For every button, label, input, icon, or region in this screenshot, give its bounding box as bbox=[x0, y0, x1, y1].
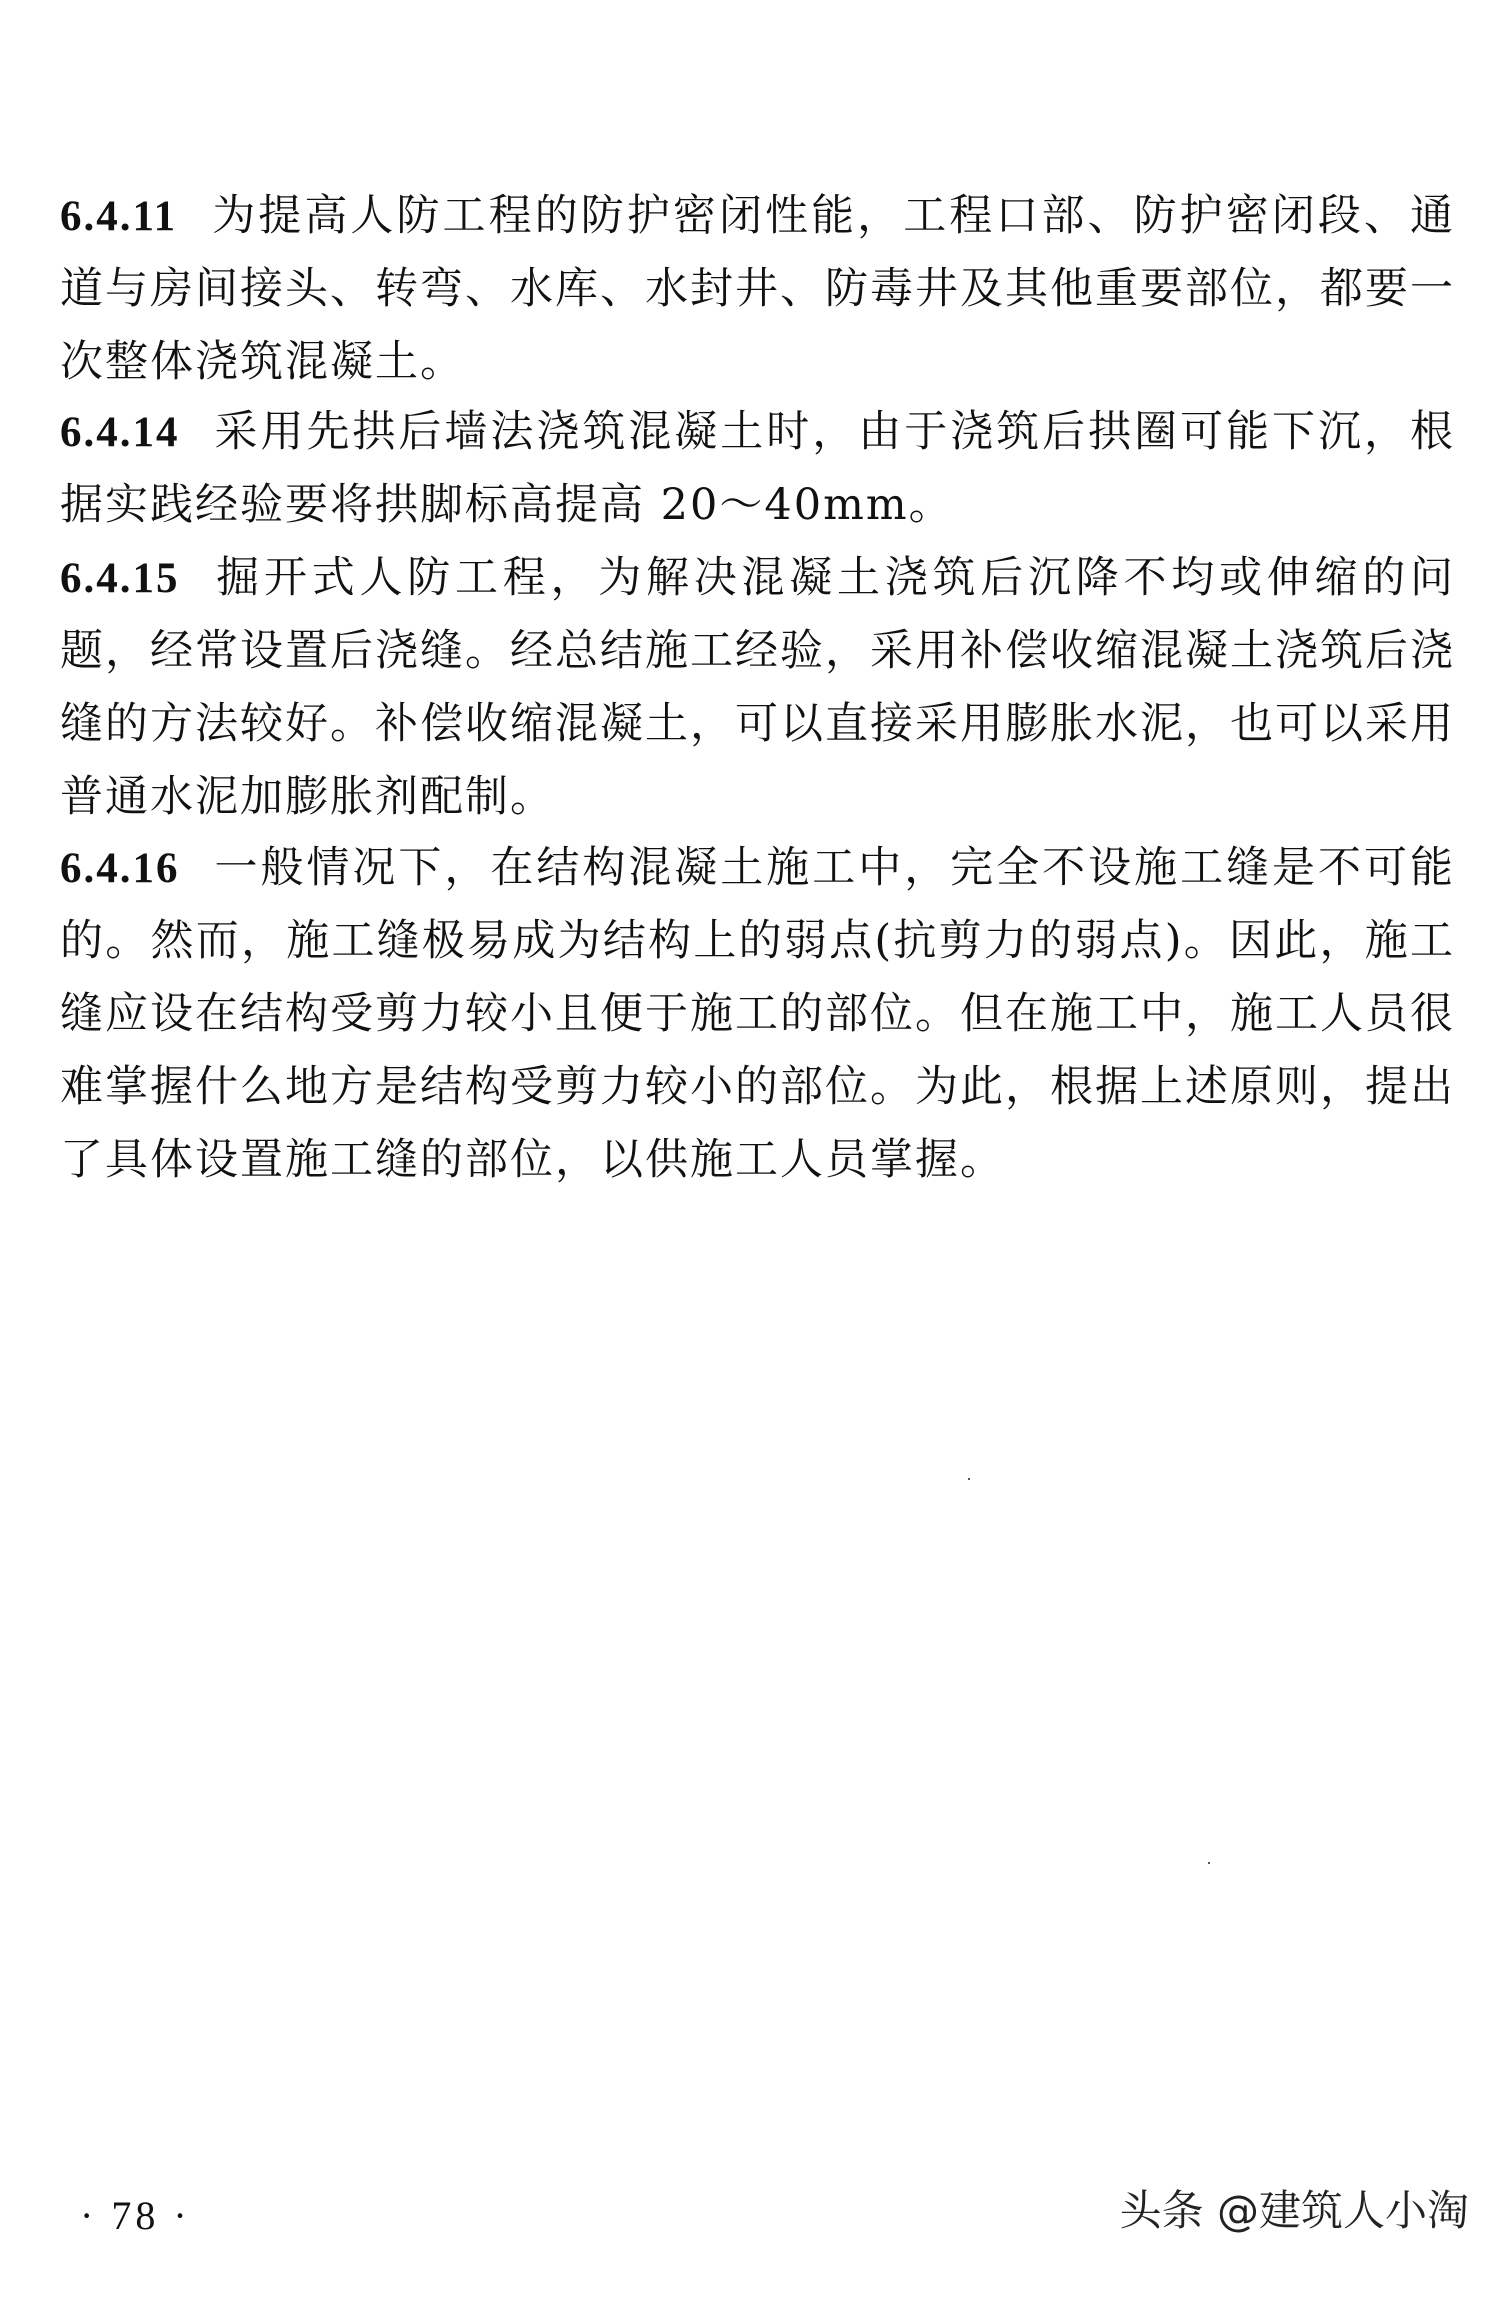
section-6-4-14 bbox=[60, 396, 1455, 542]
section-text: 为提高人防工程的防护密闭性能，工程口部、防护密闭段、通道与房间接头、转弯、水库、水封井、防毒井及其他重要部位，都要一次整体浇筑混凝土。 bbox=[60, 191, 1455, 387]
section-6-4-16 bbox=[60, 832, 1455, 1197]
section-text: 掘开式人防工程，为解决混凝土浇筑后沉降不均或伸缩的问题，经常设置后浇缝。经总结施工经验，采用补偿收缩混凝土浇筑后浇缝的方法较好。补偿收缩混凝土，可以直接采用膨胀水泥，也可以采用普通水泥加膨胀剂配制。 bbox=[60, 553, 1455, 822]
page-number: · 78 · bbox=[80, 2193, 191, 2238]
section-text: 一般情况下，在结构混凝土施工中，完全不设施工缝是不可能的。然而，施工缝极易成为结构上的弱点(抗剪力的弱点)。因此，施工缝应设在结构受剪力较小且便于施工的部位。但在施工中，施工人员很难掌握什么地方是结构受剪力较小的部位。为此，根据上述原则，提出了具体设置施工缝的部位，以供施工人员掌握。 bbox=[60, 843, 1455, 1185]
scan-speck bbox=[968, 1478, 970, 1480]
section-6-4-11 bbox=[60, 180, 1455, 399]
section-6-4-15 bbox=[60, 542, 1455, 834]
section-text: 采用先拱后墙法浇筑混凝土时，由于浇筑后拱圈可能下沉，根据实践经验要将拱脚标高提高 20～40mm。 bbox=[60, 407, 1455, 530]
scan-speck bbox=[1208, 1862, 1210, 1864]
section-number: 6.4.15 bbox=[60, 555, 180, 602]
section-number: 6.4.16 bbox=[60, 845, 180, 892]
watermark: 头条 @建筑人小淘 bbox=[1119, 2186, 1469, 2235]
section-number: 6.4.14 bbox=[60, 409, 180, 456]
section-number: 6.4.11 bbox=[60, 193, 178, 240]
